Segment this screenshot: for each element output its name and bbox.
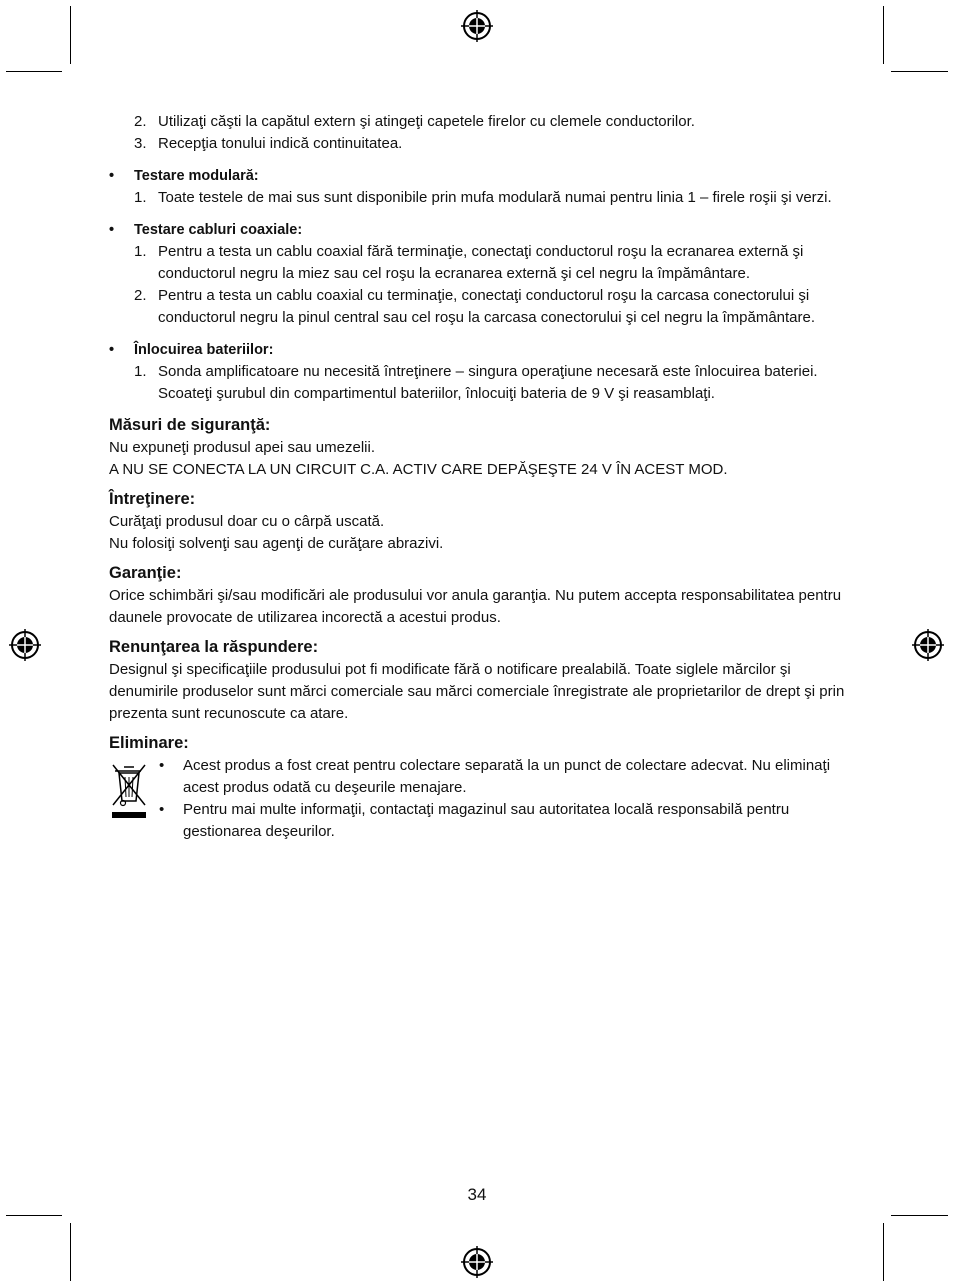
list-item: 2. Utilizaţi căşti la capătul extern şi atingeţi capetele firelor cu clemele conductorilor.	[134, 113, 695, 130]
section-title: Întreţinere:	[109, 490, 196, 508]
section-title: Renunţarea la răspundere:	[109, 638, 319, 656]
continuity-steps	[109, 111, 849, 155]
list-item: 1. Toate testele de mai sus sunt disponibile prin mufa modulară numai pentru linia 1 – firele roşii şi verzi.	[134, 189, 832, 206]
list-item: • Acest produs a fost creat pentru colectare separată la un punct de colectare adecvat. Nu eliminaţi acest produs odată cu deşeurile menajare.	[109, 755, 849, 799]
disposal-section	[109, 731, 849, 843]
maintenance-section: Întreţinere: Curăţaţi produsul doar cu o cârpă uscată. Nu folosiţi solvenţi sau agenţi de curăţare abrazivi.	[109, 487, 849, 555]
crop-mark	[70, 6, 71, 64]
section-heading: • Testare cabluri coaxiale:	[109, 219, 849, 241]
crop-mark	[70, 1223, 71, 1281]
list-item: 1. Pentru a testa un cablu coaxial fără terminaţie, conectaţi conductorul roşu la ecranarea externă şi conductorul negru la miez sau cel roşu la ecranarea externă şi cel negru la împământare.	[134, 243, 804, 282]
section-title: Măsuri de siguranţă:	[109, 416, 271, 434]
list-item: 1. Sonda amplificatoare nu necesită întreţinere – singura operaţiune necesară este înlocuirea bateriei. Scoateţi şurubul din compartimentul bateriilor, înlocuiţi bateria de 9 V şi reasamblaţi.	[134, 363, 818, 402]
warranty-section: Garanţie: Orice schimbări şi/sau modificări ale produsului vor anula garanţia. Nu putem accepta responsabilitatea pentru daunele provocate de utilizarea incorectă a acestui produs.	[109, 561, 849, 629]
crop-mark	[6, 71, 62, 72]
battery-replacement	[109, 339, 849, 405]
section-title: Garanţie:	[109, 564, 182, 582]
page-number: 34	[467, 1185, 487, 1204]
disclaimer-section: Renunţarea la răspundere: Designul şi specificaţiile produsului pot fi modificate fără o notificare prealabilă. Toate siglele mărcilor şi denumirile produselor sunt mărci comerciale sau mărci comerciale înregistrate ale proprietarilor de drept şi prin prezenta sunt recunoscute ca atare.	[109, 635, 849, 725]
crop-mark	[891, 1215, 948, 1216]
registration-mark-icon	[461, 10, 493, 42]
section-heading: • Testare modulară:	[109, 165, 849, 187]
list-item: 3. Recepţia tonului indică continuitatea.	[134, 135, 403, 152]
section-heading: • Înlocuirea bateriilor:	[109, 339, 849, 361]
safety-section: Măsuri de siguranţă: Nu expuneţi produsul apei sau umezelii. A NU SE CONECTA LA UN CIRCUIT C.A. ACTIV CARE DEPĂŞEŞTE 24 V ÎN ACEST MOD.	[109, 413, 849, 481]
registration-mark-icon	[9, 629, 41, 661]
coaxial-testing	[109, 219, 849, 329]
list-item: • Pentru mai multe informaţii, contactaţi magazinul sau autoritatea locală responsabilă pentru gestionarea deşeurilor.	[109, 799, 849, 843]
section-title: Eliminare:	[109, 734, 189, 752]
registration-mark-icon	[912, 629, 944, 661]
list-item: 2. Pentru a testa un cablu coaxial cu terminaţie, conectaţi conductorul roşu la carcasa conectorului şi conductorul negru la pinul central sau cel roşu la carcasa conectorului şi cel negru la împământare.	[134, 287, 816, 326]
registration-mark-icon	[461, 1246, 493, 1278]
crop-mark	[883, 6, 884, 64]
modular-testing	[109, 165, 849, 209]
crop-mark	[891, 71, 948, 72]
crop-mark	[6, 1215, 62, 1216]
page-content	[109, 111, 849, 849]
crop-mark	[883, 1223, 884, 1281]
